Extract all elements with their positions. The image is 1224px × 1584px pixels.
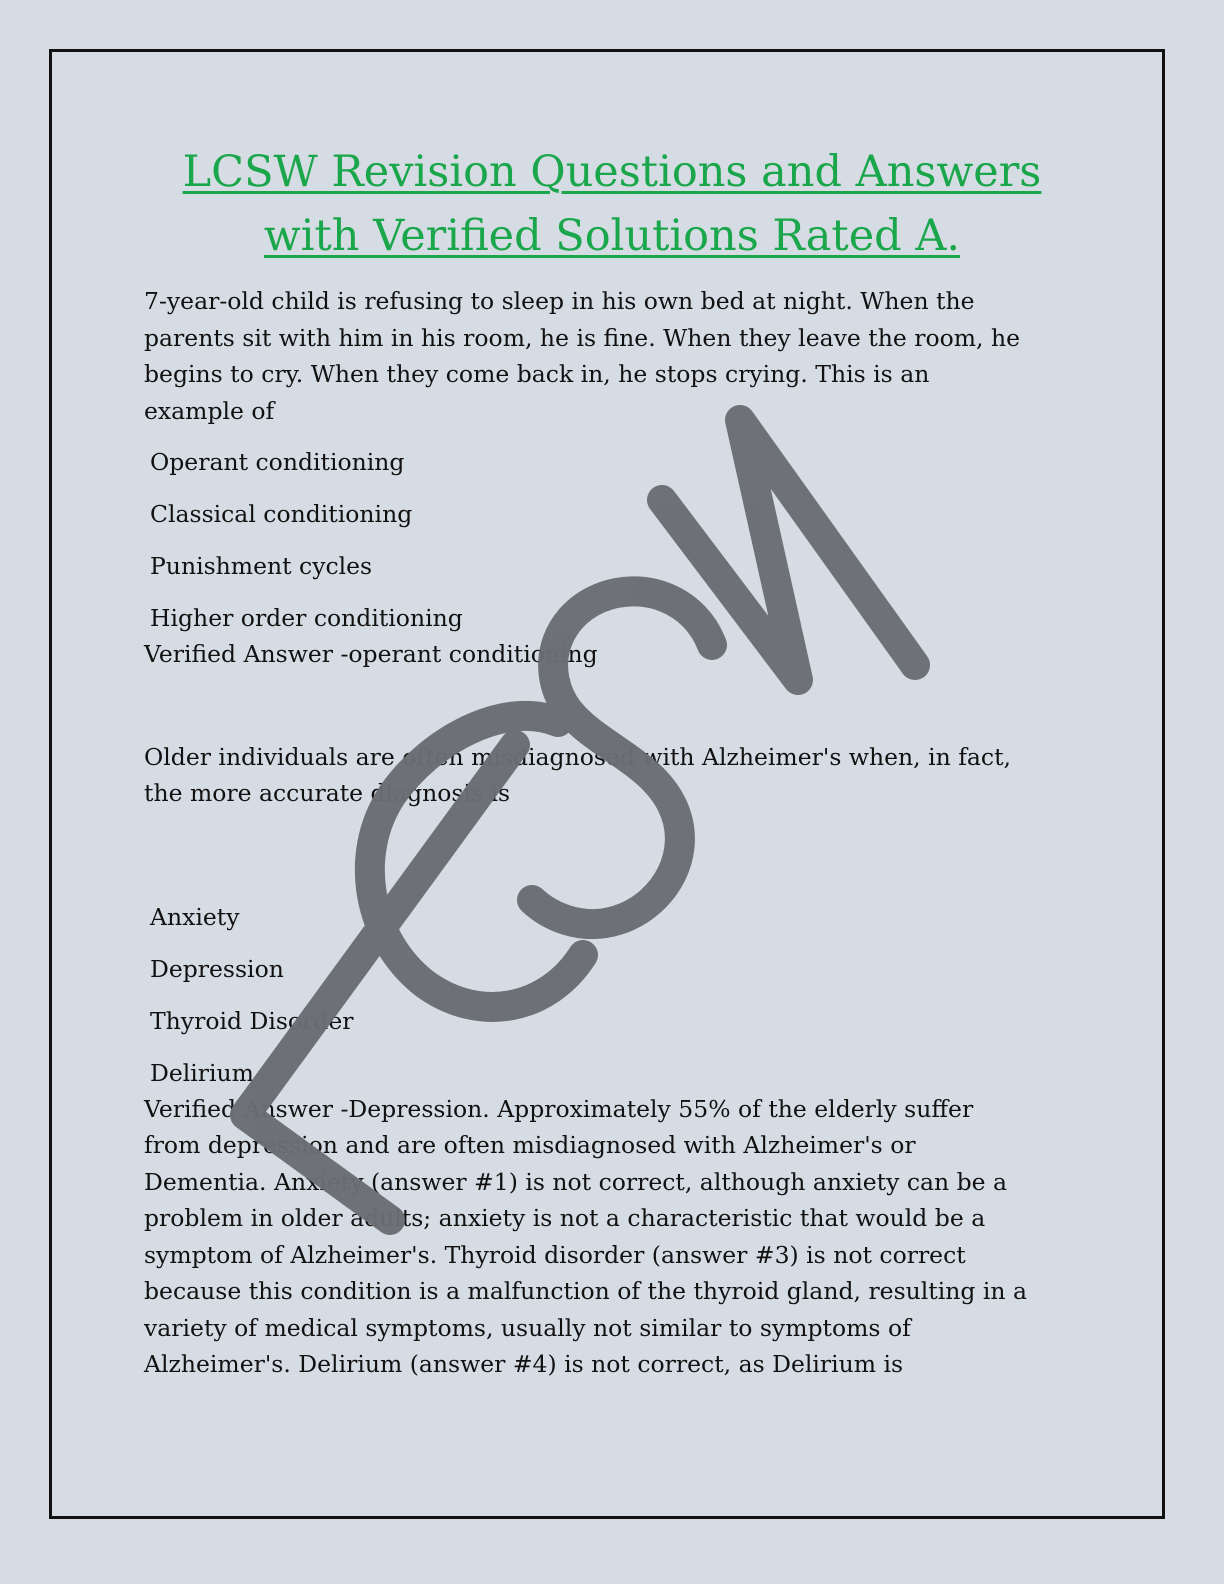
answer-line: from depression and are often misdiagnosed with Alzheimer's or [144,1131,916,1159]
question-text [144,283,1084,429]
answer-line: because this condition is a malfunction of the thyroid gland, resulting in a [144,1277,1028,1305]
verified-answer [144,636,1084,673]
answer-option: Thyroid Disorder [150,1006,354,1035]
answer-line: Verified Answer -Depression. Approximately 55% of the elderly suffer [144,1094,974,1123]
answer-option: Classical conditioning [150,500,413,528]
answer-option: Punishment cycles [150,552,373,580]
answer-line: Verified Answer -operant conditioning [144,640,598,668]
question-text [144,739,1084,812]
answer-option: Higher order conditioning [150,604,463,632]
question-line: begins to cry. When they come back in, he stops crying. This is an [144,360,930,388]
answer-option: Anxiety [150,902,240,931]
document-title [100,140,1124,268]
question-line: 7-year-old child is refusing to sleep in his own bed at night. When the [144,287,975,315]
answer-line: symptom of Alzheimer's. Thyroid disorder (answer #3) is not correct [144,1240,966,1269]
document-body [144,283,1084,1383]
answer-option: Depression [150,954,284,983]
answer-line: Alzheimer's. Delirium (answer #4) is not correct, as Delirium is [144,1350,904,1378]
answer-option: Delirium [150,1058,254,1087]
question-block-2 [144,739,1084,1383]
question-line: the more accurate diagnosis is [144,779,511,807]
answer-line: problem in older adults; anxiety is not a characteristic that would be a [144,1204,986,1232]
verified-answer [144,1091,1084,1383]
spacer [144,673,1084,739]
answer-line: Dementia. Anxiety (answer #1) is not correct, although anxiety can be a [144,1167,1008,1196]
title-line-2: with Verified Solutions Rated A. [263,211,961,261]
question-line: Older individuals are often misdiagnosed with Alzheimer's when, in fact, [144,742,1011,771]
spacer [144,827,1084,899]
answer-line: variety of medical symptoms, usually not similar to symptoms of [144,1313,911,1342]
answer-option: Operant conditioning [150,448,405,476]
question-line: parents sit with him in his room, he is fine. When they leave the room, he [144,323,1021,352]
title-line-1: LCSW Revision Questions and Answers [182,147,1042,197]
question-block-1 [144,283,1084,673]
question-line: example of [144,396,275,425]
